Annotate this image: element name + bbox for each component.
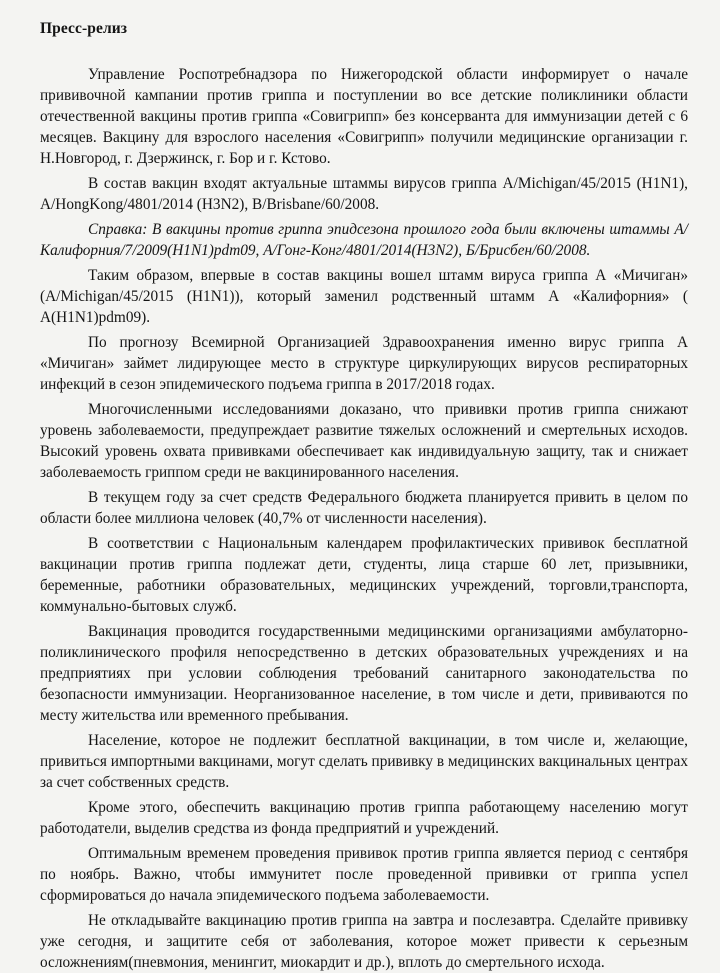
paragraph-reference-note: Справка: В вакцины против гриппа эпидсезона прошлого года были включены штаммы А/Калифорния/7/2009(H1N1)pdm09, А/Гонг-Конг/4801/2014(H3N2), Б/Брисбен/60/2008. bbox=[40, 221, 688, 259]
paragraph-national-calendar: В соответствии с Национальным календарем профилактических прививок бесплатной вакцинации против гриппа подлежат дети, студенты, лица старше 60 лет, призывники, беременные, работники образовательных, медицинских учреждений, торговли,транспорта, коммунально-бытовых служб. bbox=[40, 535, 688, 615]
paragraph-strains: В состав вакцин входят актуальные штаммы вирусов гриппа A/Michigan/45/2015 (H1N1), A/HongKong/4801/2014 (H3N2), B/Brisbane/60/2008. bbox=[40, 175, 688, 213]
paragraph-employers: Кроме этого, обеспечить вакцинацию против гриппа работающему населению могут работодатели, выделив средства из фонда предприятий и учреждений. bbox=[40, 799, 688, 837]
document-title: Пресс-релиз bbox=[40, 20, 128, 37]
paragraph-who-forecast: По прогнозу Всемирной Организацией Здравоохранения именно вирус гриппа А «Мичиган» займет лидирующее место в структуре циркулирующих вирусов респираторных инфекций в сезон эпидемического подъема гриппа в 2017/2018 годах. bbox=[40, 334, 688, 393]
paragraph-call-to-action: Не откладывайте вакцинацию против гриппа на завтра и послезавтра. Сделайте прививку уже сегодня, и защитите себя от заболевания, которое может привести к серьезным осложнениям(пневмония, менингит, миокардит и др.), вплоть до смертельного исхода. bbox=[40, 912, 688, 971]
paragraph-federal-budget: В текущем году за счет средств Федерального бюджета планируется привить в целом по области более миллиона человек (40,7% от численности населения). bbox=[40, 489, 688, 527]
paragraph-optimal-time: Оптимальным временем проведения прививок против гриппа является период с сентября по ноябрь. Важно, чтобы иммунитет после проведенной прививки от гриппа успел сформироваться до начала эпидемического подъема заболеваемости. bbox=[40, 845, 688, 904]
paragraph-paid-vaccination: Население, которое не подлежит бесплатной вакцинации, в том числе и, желающие, привиться импортными вакцинами, могут сделать прививку в медицинских вакцинальных центрах за счет собственных средств. bbox=[40, 732, 688, 791]
paragraph-research: Многочисленными исследованиями доказано, что прививки против гриппа снижают уровень заболеваемости, предупреждает развитие тяжелых осложнений и смертельных исходов. Высокий уровень охвата прививками обеспечивает как индивидуальную защиту, так и снижает заболеваемость гриппом среди не вакцинированного населения. bbox=[40, 401, 688, 481]
paragraph-vaccination-places: Вакцинация проводится государственными медицинскими организациями амбулаторно-поликлинического профиля непосредственно в детских образовательных учреждениях и на предприятиях при условии соблюдения требований санитарного законодательства по безопасности иммунизации. Неорганизованное население, в том числе и дети, прививаются по месту жительства или временного пребывания. bbox=[40, 623, 688, 724]
paragraph-michigan-strain: Таким образом, впервые в состав вакцины вошел штамм вируса гриппа А «Мичиган» (A/Michigan/45/2015 (H1N1)), который заменил родственный штамм А «Калифорния» ( А(H1N1)pdm09). bbox=[40, 267, 688, 326]
paragraph-intro: Управление Роспотребнадзора по Нижегородской области информирует о начале прививочной кампании против гриппа и поступлении во все детские поликлиники области отечественной вакцины против гриппа «Совигрипп» без консерванта для иммунизации детей с 6 месяцев. Вакцину для взрослого населения «Совигрипп» получили медицинские организации г. Н.Новгород, г. Дзержинск, г. Бор и г. Кстово. bbox=[40, 66, 688, 167]
